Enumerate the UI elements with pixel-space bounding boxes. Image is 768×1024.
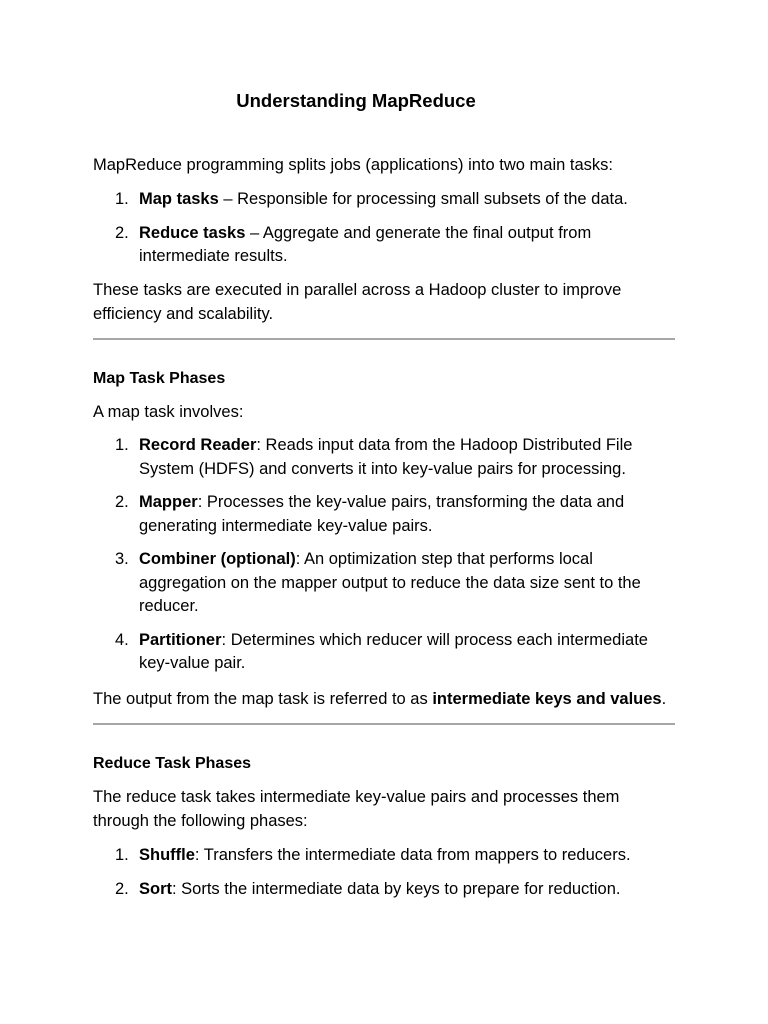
list-number: 2. (115, 223, 129, 242)
list-term: Sort (139, 879, 172, 898)
map-output-suffix: . (661, 690, 667, 708)
list-term: Shuffle (139, 846, 195, 864)
list-text: – Aggregate and generate the final output from intermediate results. (139, 223, 592, 265)
list-text: : Sorts the intermediate data by keys to prepare for reduction. (172, 879, 621, 898)
list-number: 3. (115, 550, 129, 568)
list-number: 2. (115, 879, 129, 898)
list-item (93, 222, 675, 269)
map-output-prefix: The output from the map task is referred to as (93, 690, 433, 708)
list-term: Mapper (139, 493, 198, 511)
list-text: : Transfers the intermediate data from mappers to reducers. (194, 846, 631, 864)
parallel-note-paragraph: These tasks are executed in parallel across a Hadoop cluster to improve efficiency and scalability. (93, 281, 622, 323)
list-text: : Reads input data from the Hadoop Distributed File System (HDFS) and converts it into key-value pairs for processing. (139, 436, 633, 478)
list-term: Combiner (optional) (139, 550, 296, 568)
list-text: : An optimization step that performs local aggregation on the mapper output to reduce the data size sent to the reducer. (139, 550, 641, 615)
list-text: : Determines which reducer will process each intermediate key-value pair. (139, 630, 648, 672)
map-output-paragraph (93, 688, 675, 712)
list-term: Record Reader (139, 436, 257, 454)
list-item (93, 491, 675, 538)
map-intro-paragraph: A map task involves: (93, 403, 244, 421)
list-number: 4. (115, 630, 129, 649)
list-number: 1. (115, 190, 129, 208)
list-number: 2. (115, 493, 129, 511)
document-title: Understanding MapReduce (236, 90, 476, 111)
intro-paragraph: MapReduce programming splits jobs (applications) into two main tasks: (93, 156, 613, 174)
map-phases-list (93, 434, 675, 686)
list-text: – Responsible for processing small subsets of the data. (218, 190, 628, 208)
list-item (93, 629, 675, 676)
main-tasks-list (93, 188, 675, 279)
list-term: Partitioner (139, 630, 222, 649)
list-number: 1. (115, 436, 129, 454)
map-output-bold: intermediate keys and values (432, 690, 662, 708)
map-section-heading: Map Task Phases (93, 370, 226, 387)
reduce-intro-paragraph: The reduce task takes intermediate key-value pairs and processes them through the following phases: (93, 788, 620, 830)
section-divider (93, 723, 675, 725)
section-divider (93, 338, 675, 340)
list-number: 1. (115, 846, 129, 864)
list-item (93, 188, 675, 212)
list-item (93, 878, 675, 902)
reduce-phases-list (93, 844, 675, 911)
list-item (93, 844, 675, 868)
list-text: : Processes the key-value pairs, transforming the data and generating intermediate key-value pairs. (139, 493, 625, 535)
list-item (93, 434, 675, 481)
reduce-section-heading: Reduce Task Phases (93, 755, 252, 772)
list-item (93, 548, 675, 619)
list-term: Reduce tasks (139, 223, 246, 242)
list-term: Map tasks (139, 190, 219, 208)
